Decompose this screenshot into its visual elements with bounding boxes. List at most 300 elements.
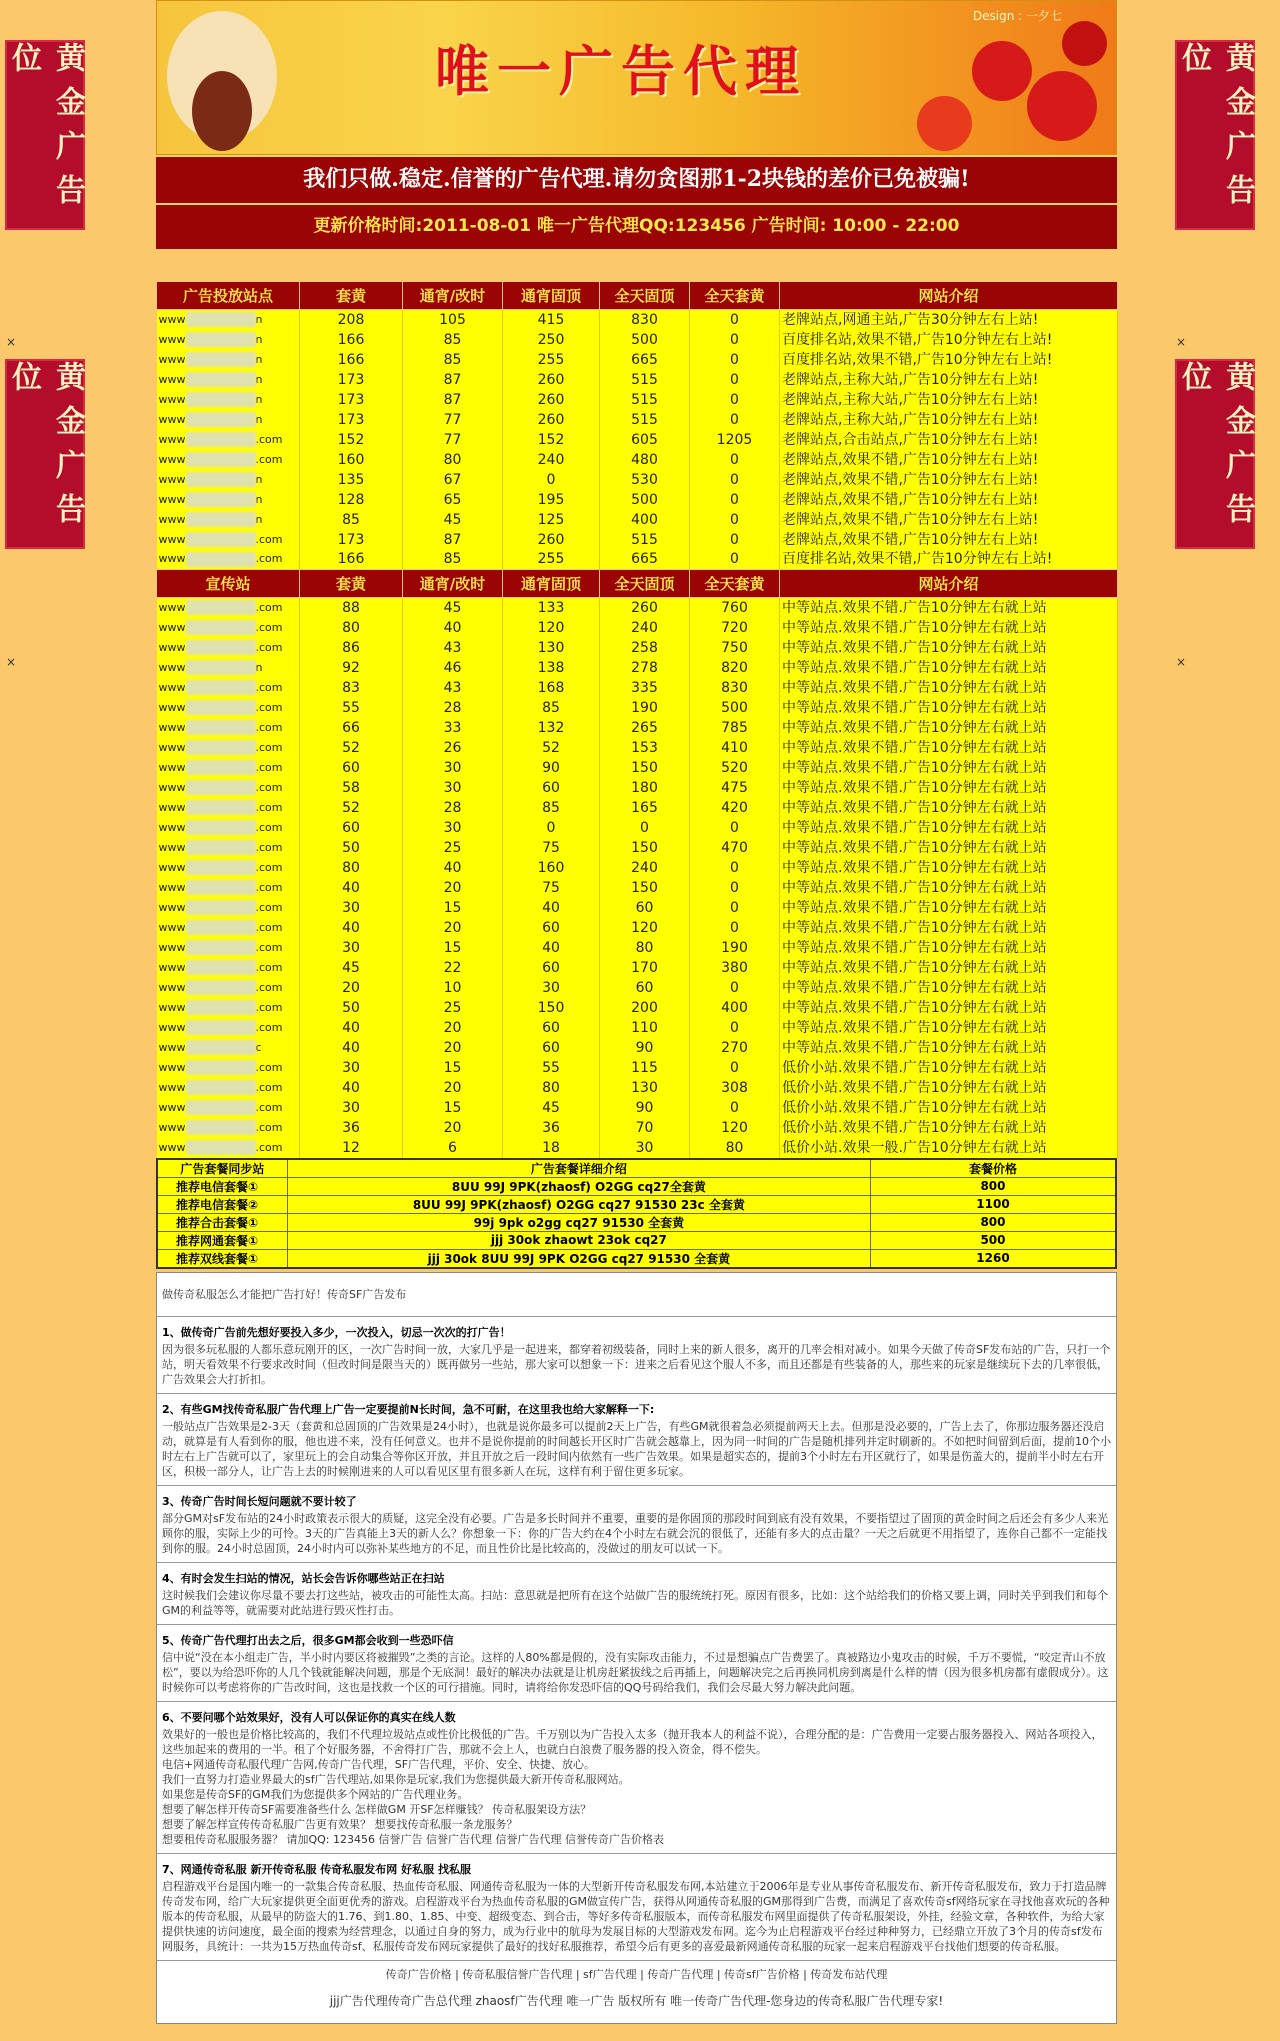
blurred-domain bbox=[186, 1080, 256, 1095]
site-prefix: www bbox=[158, 1080, 186, 1094]
price-cell: 80 bbox=[300, 858, 403, 878]
blurred-domain bbox=[186, 332, 256, 347]
price-cell: 120 bbox=[503, 618, 600, 638]
site-intro: 老牌站点,主称大站,广告10分钟左右上站! bbox=[780, 370, 1118, 390]
table-row bbox=[157, 758, 1118, 778]
price-cell: 30 bbox=[403, 778, 503, 798]
price-cell: 20 bbox=[403, 878, 503, 898]
site-cell[interactable] bbox=[157, 430, 300, 450]
site-intro: 百度排名站,效果不错,广告10分钟左右上站! bbox=[780, 330, 1118, 350]
price-cell: 720 bbox=[690, 618, 780, 638]
site-prefix: www bbox=[158, 840, 186, 854]
price-cell: 30 bbox=[600, 1138, 690, 1158]
price-cell: 200 bbox=[600, 998, 690, 1018]
price-cell: 130 bbox=[600, 1078, 690, 1098]
blurred-domain bbox=[186, 700, 256, 715]
site-prefix: www bbox=[158, 1060, 186, 1074]
price-cell: 60 bbox=[503, 1038, 600, 1058]
site-cell[interactable] bbox=[157, 470, 300, 490]
site-cell[interactable] bbox=[157, 390, 300, 410]
price-cell: 80 bbox=[690, 1138, 780, 1158]
price-cell: 265 bbox=[600, 718, 690, 738]
table-row bbox=[157, 598, 1118, 618]
site-cell[interactable] bbox=[157, 938, 300, 958]
price-cell: 605 bbox=[600, 430, 690, 450]
price-cell: 33 bbox=[403, 718, 503, 738]
price-cell: 150 bbox=[503, 998, 600, 1018]
blurred-domain bbox=[186, 492, 256, 507]
site-intro: 中等站点.效果不错.广告10分钟左右就上站 bbox=[780, 978, 1118, 998]
site-suffix: .com bbox=[255, 720, 283, 734]
site-intro: 中等站点.效果不错.广告10分钟左右就上站 bbox=[780, 798, 1118, 818]
site-suffix: n bbox=[255, 472, 263, 486]
price-cell: 255 bbox=[503, 350, 600, 370]
site-cell[interactable] bbox=[157, 410, 300, 430]
price-cell: 43 bbox=[403, 678, 503, 698]
price-cell: 87 bbox=[403, 390, 503, 410]
table-row bbox=[157, 798, 1118, 818]
section-title: 7、网通传奇私服 新开传奇私服 传奇私服发布网 好私服 找私服 bbox=[162, 1862, 471, 1876]
price-cell: 152 bbox=[503, 430, 600, 450]
article-section bbox=[157, 1394, 1116, 1486]
site-cell[interactable] bbox=[157, 898, 300, 918]
price-cell: 80 bbox=[600, 938, 690, 958]
site-suffix: n bbox=[255, 332, 263, 346]
site-suffix: n bbox=[255, 352, 263, 366]
package-price: 1260 bbox=[870, 1249, 1116, 1268]
blurred-domain bbox=[186, 720, 256, 735]
site-suffix: .com bbox=[255, 900, 283, 914]
section-title: 2、有些GM找传奇私服广告代理上广告一定要提前N长时间，急不可耐，在这里我也给大家解释一下: bbox=[162, 1402, 655, 1416]
price-cell: 40 bbox=[300, 1038, 403, 1058]
price-cell: 40 bbox=[300, 878, 403, 898]
site-intro: 低价小站.效果不错.广告10分钟左右就上站 bbox=[780, 1098, 1118, 1118]
section-title: 4、有时会发生扫站的情况，站长会告诉你哪些站正在扫站 bbox=[162, 1571, 445, 1585]
site-cell[interactable] bbox=[157, 530, 300, 550]
side-ad-right-1[interactable]: 黄金广告位 bbox=[1175, 40, 1255, 230]
site-cell[interactable] bbox=[157, 1038, 300, 1058]
site-intro: 老牌站点,效果不错,广告10分钟左右上站! bbox=[780, 470, 1118, 490]
article-section bbox=[157, 1854, 1116, 1961]
price-cell: 36 bbox=[503, 1118, 600, 1138]
blurred-domain bbox=[186, 1020, 256, 1035]
price-cell: 260 bbox=[503, 390, 600, 410]
price-cell: 515 bbox=[600, 410, 690, 430]
site-intro: 老牌站点,主称大站,广告10分钟左右上站! bbox=[780, 390, 1118, 410]
price-cell: 785 bbox=[690, 718, 780, 738]
site-suffix: .com bbox=[255, 960, 283, 974]
price-cell: 90 bbox=[600, 1038, 690, 1058]
site-cell[interactable] bbox=[157, 858, 300, 878]
site-prefix: www bbox=[158, 1040, 186, 1054]
table-row bbox=[157, 1018, 1118, 1038]
site-cell[interactable] bbox=[157, 330, 300, 350]
site-cell[interactable] bbox=[157, 638, 300, 658]
table-row bbox=[157, 638, 1118, 658]
package-row bbox=[157, 1213, 1116, 1231]
site-cell[interactable] bbox=[157, 598, 300, 618]
blurred-domain bbox=[186, 800, 256, 815]
site-cell[interactable] bbox=[157, 1058, 300, 1078]
section-body: 部分GM对sF发布站的24小时政策表示很大的质疑，这完全没有必要。广告是多长时间并不重要，重要的是你固顶的那段时间到底有没有效果，不要指望过了固顶的黄金时间之后还会有多少人来光顾你的服，实际上少的可怜。3天的广告真能上3天的新人么？你想象一下：你的广告大约在4个小时左右就会沉的很低了，还能有多大的点击量？一天之后就更不用指望了，连你自己都不一定能找到你的服。24小时总固顶，24小时内可以弥补某些地方的不足，而且性价比是比较高的，没做过的朋友可以试一下。 bbox=[162, 1511, 1109, 1555]
site-suffix: .com bbox=[255, 920, 283, 934]
price-cell: 83 bbox=[300, 678, 403, 698]
site-prefix: www bbox=[158, 532, 186, 546]
article-intro: 做传奇私服怎么才能把广告打好！传奇SF广告发布 bbox=[157, 1273, 1116, 1317]
site-suffix: n bbox=[255, 492, 263, 506]
price-cell: 0 bbox=[690, 510, 780, 530]
close-icon[interactable]: × bbox=[6, 655, 17, 669]
price-cell: 0 bbox=[503, 818, 600, 838]
price-cell: 0 bbox=[690, 410, 780, 430]
site-suffix: .com bbox=[255, 640, 283, 654]
price-cell: 240 bbox=[600, 618, 690, 638]
price-cell: 30 bbox=[503, 978, 600, 998]
site-intro: 中等站点.效果不错.广告10分钟左右就上站 bbox=[780, 838, 1118, 858]
table-row bbox=[157, 350, 1118, 370]
site-cell[interactable] bbox=[157, 658, 300, 678]
blurred-domain bbox=[186, 452, 256, 467]
blurred-domain bbox=[186, 780, 256, 795]
price-cell: 30 bbox=[300, 1058, 403, 1078]
package-row bbox=[157, 1231, 1116, 1249]
site-suffix: .com bbox=[255, 600, 283, 614]
site-cell[interactable] bbox=[157, 1138, 300, 1158]
site-intro: 低价小站.效果不错.广告10分钟左右就上站 bbox=[780, 1078, 1118, 1098]
site-cell[interactable] bbox=[157, 678, 300, 698]
site-suffix: .com bbox=[255, 800, 283, 814]
package-detail: 8UU 99J 9PK(zhaosf) O2GG cq27 91530 23c 全套黄 bbox=[287, 1195, 870, 1213]
price-cell: 190 bbox=[600, 698, 690, 718]
site-suffix: .com bbox=[255, 552, 283, 566]
price-cell: 420 bbox=[690, 798, 780, 818]
price-cell: 50 bbox=[300, 998, 403, 1018]
site-cell[interactable] bbox=[157, 998, 300, 1018]
price-cell: 500 bbox=[600, 490, 690, 510]
site-cell[interactable] bbox=[157, 310, 300, 330]
price-cell: 190 bbox=[690, 938, 780, 958]
site-intro: 中等站点.效果不错.广告10分钟左右就上站 bbox=[780, 638, 1118, 658]
table-row bbox=[157, 1098, 1118, 1118]
site-cell[interactable] bbox=[157, 350, 300, 370]
article-section bbox=[157, 1486, 1116, 1563]
article-section bbox=[157, 1317, 1116, 1394]
site-cell[interactable] bbox=[157, 450, 300, 470]
price-cell: 0 bbox=[690, 918, 780, 938]
site-prefix: www bbox=[158, 1020, 186, 1034]
table-row bbox=[157, 978, 1118, 998]
price-cell: 15 bbox=[403, 1098, 503, 1118]
close-icon[interactable]: × bbox=[1176, 655, 1187, 669]
site-cell[interactable] bbox=[157, 978, 300, 998]
section-body: 想要租传奇私服服务器？ 请加QQ: 123456 信誉广告 信誉广告代理 信誉广告代理 信誉传奇广告价格表 bbox=[162, 1832, 664, 1846]
price-cell: 26 bbox=[403, 738, 503, 758]
table-row bbox=[157, 658, 1118, 678]
site-cell[interactable] bbox=[157, 798, 300, 818]
price-cell: 25 bbox=[403, 838, 503, 858]
site-intro: 中等站点.效果不错.广告10分钟左右就上站 bbox=[780, 698, 1118, 718]
site-intro: 中等站点.效果不错.广告10分钟左右就上站 bbox=[780, 818, 1118, 838]
blurred-domain bbox=[186, 980, 256, 995]
copyright: jjj广告代理传奇广告总代理 zhaosf广告代理 唯一广告 版权所有 唯一传奇广告代理-您身边的传奇私服广告代理专家! bbox=[329, 1993, 944, 2008]
site-cell[interactable] bbox=[157, 490, 300, 510]
blurred-domain bbox=[186, 372, 256, 387]
table-row bbox=[157, 430, 1118, 450]
price-cell: 410 bbox=[690, 738, 780, 758]
column-header: 网站介绍 bbox=[780, 282, 1118, 310]
column-header: 通宵/改时 bbox=[403, 570, 503, 598]
header-banner bbox=[156, 0, 1117, 155]
site-suffix: .com bbox=[255, 940, 283, 954]
price-cell: 470 bbox=[690, 838, 780, 858]
blurred-domain bbox=[186, 920, 256, 935]
price-cell: 80 bbox=[403, 450, 503, 470]
price-cell: 85 bbox=[503, 698, 600, 718]
site-cell[interactable] bbox=[157, 550, 300, 570]
package-detail: jjj 30ok zhaowt 23ok cq27 bbox=[287, 1231, 870, 1249]
price-cell: 480 bbox=[600, 450, 690, 470]
column-header: 套黄 bbox=[300, 282, 403, 310]
price-cell: 278 bbox=[600, 658, 690, 678]
price-cell: 0 bbox=[690, 330, 780, 350]
table-row bbox=[157, 1118, 1118, 1138]
site-intro: 中等站点.效果不错.广告10分钟左右就上站 bbox=[780, 738, 1118, 758]
price-cell: 135 bbox=[300, 470, 403, 490]
price-cell: 255 bbox=[503, 550, 600, 570]
site-prefix: www bbox=[158, 1120, 186, 1134]
price-cell: 133 bbox=[503, 598, 600, 618]
spacer bbox=[156, 249, 1117, 281]
site-suffix: n bbox=[255, 512, 263, 526]
site-prefix: www bbox=[158, 980, 186, 994]
site-intro: 老牌站点,效果不错,广告10分钟左右上站! bbox=[780, 490, 1118, 510]
price-cell: 260 bbox=[600, 598, 690, 618]
price-cell: 18 bbox=[503, 1138, 600, 1158]
table-row bbox=[157, 858, 1118, 878]
site-suffix: .com bbox=[255, 820, 283, 834]
article bbox=[156, 1272, 1117, 2024]
blurred-domain bbox=[186, 820, 256, 835]
table-row bbox=[157, 550, 1118, 570]
price-cell: 30 bbox=[300, 938, 403, 958]
site-intro: 中等站点.效果不错.广告10分钟左右就上站 bbox=[780, 658, 1118, 678]
site-intro: 中等站点.效果不错.广告10分钟左右就上站 bbox=[780, 1018, 1118, 1038]
blurred-domain bbox=[186, 660, 256, 675]
price-cell: 250 bbox=[503, 330, 600, 350]
site-cell[interactable] bbox=[157, 510, 300, 530]
price-cell: 45 bbox=[403, 510, 503, 530]
column-header: 网站介绍 bbox=[780, 570, 1118, 598]
price-cell: 60 bbox=[600, 978, 690, 998]
package-name: 推荐电信套餐① bbox=[157, 1177, 287, 1195]
price-cell: 60 bbox=[503, 778, 600, 798]
column-header: 套餐价格 bbox=[870, 1159, 1116, 1178]
price-cell: 45 bbox=[403, 598, 503, 618]
site-suffix: .com bbox=[255, 700, 283, 714]
price-cell: 0 bbox=[690, 858, 780, 878]
price-cell: 40 bbox=[403, 858, 503, 878]
site-prefix: www bbox=[158, 920, 186, 934]
side-ad-right-2[interactable]: 黄金广告位 bbox=[1175, 359, 1255, 549]
site-cell[interactable] bbox=[157, 778, 300, 798]
blurred-domain bbox=[186, 1140, 256, 1155]
price-cell: 28 bbox=[403, 698, 503, 718]
site-suffix: c bbox=[255, 1040, 262, 1054]
site-intro: 中等站点.效果不错.广告10分钟左右就上站 bbox=[780, 998, 1118, 1018]
section-body: 如果您是传奇SF的GM我们为您提供多个网站的广告代理业务。 bbox=[162, 1787, 469, 1801]
site-cell[interactable] bbox=[157, 758, 300, 778]
price-cell: 170 bbox=[600, 958, 690, 978]
section-body: 因为很多玩私服的人都乐意玩刚开的区，一次广告时间一放，大家几乎是一起进来，都穿着初级装备，同时上来的新人很多，离开的几率会相对减小。如果今天做了传奇SF发布站的广告，只打一个站，明天看效果不行要求改时间（但改时间是限当天的）既再做另一些站，那大家可以想象一下：进来之后看见这个服人不多，而且还都是有些装备的人，那些来的玩家是继续玩下去的几率很低，广告效果会大打折扣。 bbox=[162, 1342, 1111, 1386]
price-cell: 0 bbox=[690, 1098, 780, 1118]
table-row bbox=[157, 1138, 1118, 1158]
table-row bbox=[157, 1078, 1118, 1098]
article-section bbox=[157, 1625, 1116, 1702]
close-icon[interactable]: × bbox=[6, 335, 17, 349]
price-cell: 180 bbox=[600, 778, 690, 798]
price-cell: 0 bbox=[690, 350, 780, 370]
heart-balloon-icon bbox=[972, 41, 1032, 101]
price-cell: 30 bbox=[403, 818, 503, 838]
price-cell: 52 bbox=[300, 738, 403, 758]
site-cell[interactable] bbox=[157, 878, 300, 898]
side-ad-left-2[interactable]: 黄金广告位 bbox=[5, 359, 85, 549]
package-detail: 99j 9pk o2gg cq27 91530 全套黄 bbox=[287, 1213, 870, 1231]
site-intro: 中等站点.效果不错.广告10分钟左右就上站 bbox=[780, 718, 1118, 738]
package-row bbox=[157, 1195, 1116, 1213]
site-prefix: www bbox=[158, 700, 186, 714]
package-name: 推荐双线套餐① bbox=[157, 1249, 287, 1268]
blurred-domain bbox=[186, 880, 256, 895]
section-body: 想要了解怎样宣传传奇私服广告更有效果？ 想要找传奇私服一条龙服务？ bbox=[162, 1817, 518, 1831]
price-cell: 86 bbox=[300, 638, 403, 658]
site-suffix: .com bbox=[255, 1000, 283, 1014]
blurred-domain bbox=[186, 472, 256, 487]
price-cell: 173 bbox=[300, 410, 403, 430]
price-cell: 400 bbox=[690, 998, 780, 1018]
site-cell[interactable] bbox=[157, 918, 300, 938]
price-cell: 67 bbox=[403, 470, 503, 490]
package-name: 推荐电信套餐② bbox=[157, 1195, 287, 1213]
site-suffix: .com bbox=[255, 620, 283, 634]
blurred-domain bbox=[186, 1040, 256, 1055]
site-suffix: .com bbox=[255, 980, 283, 994]
price-cell: 58 bbox=[300, 778, 403, 798]
price-cell: 15 bbox=[403, 938, 503, 958]
price-cell: 0 bbox=[690, 370, 780, 390]
price-cell: 530 bbox=[600, 470, 690, 490]
site-prefix: www bbox=[158, 780, 186, 794]
site-cell[interactable] bbox=[157, 1078, 300, 1098]
blurred-domain bbox=[186, 900, 256, 915]
column-header: 广告套餐详细介绍 bbox=[287, 1159, 870, 1178]
section-body: 一般站点广告效果是2-3天（套黄和总固顶的广告效果是24小时），也就是说你最多可以提前2天上广告，有些GM就很着急必须提前两天上去。但那是没必要的，广告上去了，你那边服务器还没启动，就算是有人看到你的服，他也进不来，没有任何意义。也并不是说你提前的时间越长开区时广告就会越靠上，因为同一时间的广告是随机排列并定时刷新的。不如把时间留到后面，提前10个小时左右上广告就可以了，家里玩上的会自动集合等你区开放，并且开放之后一段时间内依然有一些广告效果。如果是超实态的，提前3个小时左右开区就行了，如果是伤盖大的，提前半小时左右开区，积极一部分人，让广告上去的时候刚进来的人可以看见区里有很多新人在玩，这样有利于留住更多玩家。 bbox=[162, 1419, 1111, 1478]
site-intro: 中等站点.效果不错.广告10分钟左右就上站 bbox=[780, 618, 1118, 638]
main-container bbox=[156, 0, 1117, 2024]
site-cell[interactable] bbox=[157, 818, 300, 838]
site-cell[interactable] bbox=[157, 718, 300, 738]
blurred-domain bbox=[186, 512, 256, 527]
site-cell[interactable] bbox=[157, 1018, 300, 1038]
table-row bbox=[157, 738, 1118, 758]
price-cell: 166 bbox=[300, 350, 403, 370]
site-cell[interactable] bbox=[157, 738, 300, 758]
site-intro: 中等站点.效果不错.广告10分钟左右就上站 bbox=[780, 878, 1118, 898]
column-header: 全天套黄 bbox=[690, 570, 780, 598]
price-cell: 166 bbox=[300, 330, 403, 350]
column-header: 全天固顶 bbox=[600, 282, 690, 310]
price-cell: 400 bbox=[600, 510, 690, 530]
site-prefix: www bbox=[158, 452, 186, 466]
site-suffix: .com bbox=[255, 740, 283, 754]
price-cell: 240 bbox=[600, 858, 690, 878]
site-cell[interactable] bbox=[157, 1118, 300, 1138]
price-cell: 15 bbox=[403, 898, 503, 918]
package-price: 800 bbox=[870, 1177, 1116, 1195]
price-cell: 475 bbox=[690, 778, 780, 798]
site-suffix: .com bbox=[255, 1080, 283, 1094]
site-cell[interactable] bbox=[157, 1098, 300, 1118]
site-suffix: n bbox=[255, 392, 263, 406]
price-cell: 153 bbox=[600, 738, 690, 758]
price-cell: 70 bbox=[600, 1118, 690, 1138]
blurred-domain bbox=[186, 312, 256, 327]
table-row bbox=[157, 1058, 1118, 1078]
site-suffix: .com bbox=[255, 1120, 283, 1134]
blurred-domain bbox=[186, 1000, 256, 1015]
site-suffix: .com bbox=[255, 860, 283, 874]
package-table bbox=[156, 1158, 1117, 1269]
price-cell: 40 bbox=[300, 1018, 403, 1038]
site-cell[interactable] bbox=[157, 838, 300, 858]
site-cell[interactable] bbox=[157, 958, 300, 978]
site-cell[interactable] bbox=[157, 370, 300, 390]
side-ad-left-1[interactable]: 黄金广告位 bbox=[5, 40, 85, 230]
price-cell: 0 bbox=[690, 878, 780, 898]
footer-links[interactable]: 传奇广告价格 | 传奇私服信誉广告代理 | sf广告代理 | 传奇广告代理 | 传奇sf广告价格 | 传奇发布站代理 bbox=[385, 1967, 888, 1981]
site-prefix: www bbox=[158, 940, 186, 954]
price-cell: 173 bbox=[300, 530, 403, 550]
site-prefix: www bbox=[158, 680, 186, 694]
price-cell: 260 bbox=[503, 370, 600, 390]
site-cell[interactable] bbox=[157, 618, 300, 638]
price-cell: 120 bbox=[690, 1118, 780, 1138]
price-cell: 20 bbox=[403, 1038, 503, 1058]
price-cell: 85 bbox=[503, 798, 600, 818]
site-title: 唯一广告代理 bbox=[435, 39, 807, 103]
price-cell: 22 bbox=[403, 958, 503, 978]
section-body: 启程游戏平台是国内唯一的一款集合传奇私服、热血传奇私服、网通传奇私服为一体的大型新开传奇私服发布网,本站建立于2006年是专业从事传奇私服发布、新开传奇私服发布，致力于打造品牌传奇发布网，给广大玩家提供更全面更优秀的游戏。启程游戏平台为热血传奇私服的GM做宣传广告，获得从网通传奇私服的GM那得到广告费，而满足了喜欢传奇sf网络玩家在寻找他喜欢玩的各种版本的传奇私服，从最早的防盗大的1.76、到1.80、1.85、中变、超级变态、到合击，等好多传奇私服版本，而传奇私服发布网里面提供了传奇私服架设，外挂，经验文章，各种软件，为给大家提供快速的访问速度，最全面的搜索为经营理念，以通过自身的努力，成为行业中的航母为发展目标的大型游戏发布网。迄今为止启程游戏平台经过种种努力，已经鼎立开放了3个月的传奇sf发布网服务，具统计：一共为15万热血传奇sf、私服传奇发布网玩家提供了最好的找好私服推荐，希望今后有更多的喜爱最新网通传奇私服的玩家一起来启程游戏平台找他们想要的传奇私服。 bbox=[162, 1879, 1110, 1953]
table-row bbox=[157, 678, 1118, 698]
price-cell: 160 bbox=[503, 858, 600, 878]
price-cell: 665 bbox=[600, 350, 690, 370]
package-price: 500 bbox=[870, 1231, 1116, 1249]
price-cell: 30 bbox=[300, 1098, 403, 1118]
site-intro: 中等站点.效果不错.广告10分钟左右就上站 bbox=[780, 758, 1118, 778]
section-body: 我们一直努力打造业界最大的sf广告代理站,如果你是玩家,我们为您提供最大新开传奇私服网站。 bbox=[162, 1772, 630, 1786]
close-icon[interactable]: × bbox=[1176, 335, 1187, 349]
price-cell: 85 bbox=[403, 350, 503, 370]
site-cell[interactable] bbox=[157, 698, 300, 718]
site-intro: 老牌站点,效果不错,广告10分钟左右上站! bbox=[780, 450, 1118, 470]
site-suffix: .com bbox=[255, 780, 283, 794]
price-cell: 760 bbox=[690, 598, 780, 618]
site-prefix: www bbox=[158, 492, 186, 506]
table-row bbox=[157, 838, 1118, 858]
site-prefix: www bbox=[158, 800, 186, 814]
section-body: 想要了解怎样开传奇SF需要准备些什么 怎样做GM 开SF怎样赚钱？ 传奇私服架设方法？ bbox=[162, 1802, 592, 1816]
price-cell: 75 bbox=[503, 838, 600, 858]
